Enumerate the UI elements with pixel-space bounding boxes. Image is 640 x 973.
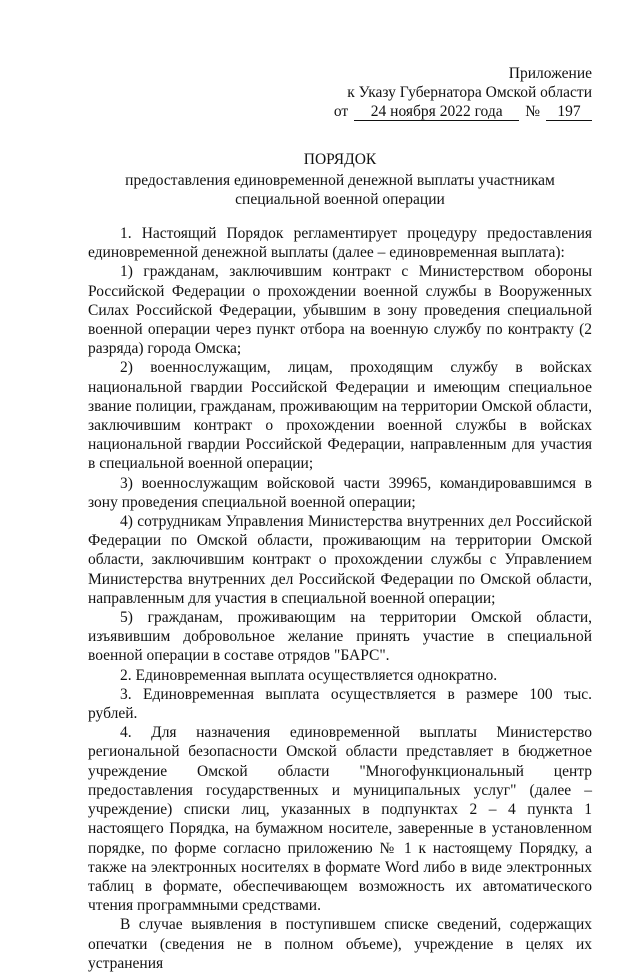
decree-date-number xyxy=(334,102,592,121)
paragraph-1-2: 2) военнослужащим, лицам, проходящим службу в войсках национальной гвардии Российской Федерации и имеющим специальное звание полиции, гражданам, проживающим на территории Омской области, заключившим контракт о прохождении военной службы в войсках национальной гвардии Российской Федерации, направленным для участия в специальной военной операции; xyxy=(88,359,592,473)
document-body xyxy=(88,224,592,973)
decree-date: 24 ноября 2022 года xyxy=(354,103,519,121)
title-subtitle-line2: специальной военной операции xyxy=(235,191,445,208)
document-title xyxy=(88,150,592,209)
number-sign: № xyxy=(525,103,540,120)
appendix-header xyxy=(334,64,592,121)
paragraph-1-1: 1) гражданам, заключившим контракт с Министерством обороны Российской Федерации о прохождении военной службы в Вооруженных Силах Российской Федерации, убывшим в зону проведения специальной военной операции через пункт отбора на военную службу по контракту (2 разряда) города Омска; xyxy=(88,263,592,358)
paragraph-2: 2. Единовременная выплата осуществляется однократно. xyxy=(120,666,498,684)
appendix-label: Приложение xyxy=(508,65,592,82)
paragraph-4-continued: В случае выявления в поступившем списке сведений, содержащих опечатки (сведения не в полном объеме), учреждение в целях их устранения xyxy=(88,916,592,972)
decree-reference: к Указу Губернатора Омской области xyxy=(347,84,592,101)
paragraph-1: 1. Настоящий Порядок регламентирует процедуру предоставления единовременной денежной выплаты (далее – единовременная выплата): xyxy=(88,225,592,262)
title-subtitle-line1: предоставления единовременной денежной выплаты участникам xyxy=(125,172,555,189)
paragraph-1-4: 4) сотрудникам Управления Министерства внутренних дел Российской Федерации по Омской области, проживающим на территории Омской области, заключившим контракт о прохождении службы с Управлением Министерства внутренних дел Российской Федерации по Омской области, направленным для участия в специальной военной операции; xyxy=(88,513,592,607)
paragraph-4: 4. Для назначения единовременной выплаты Министерство региональной безопасности Омской области представляет в бюджетное учреждение Омской области "Многофункциональный центр предоставления государственных и муниципальных услуг" (далее – учреждение) списки лиц, указанных в подпунктах 2 – 4 пункта 1 настоящего Порядка, на бумажном носителе, заверенные в установленном порядке, по форме согласно приложению № 1 к настоящему Порядку, а также на электронных носителях в формате Word либо в виде электронных таблиц в формате, обеспечивающем возможность их автоматического чтения программными средствами. xyxy=(88,724,592,915)
paragraph-3: 3. Единовременная выплата осуществляется в размере 100 тыс. рублей. xyxy=(88,685,592,723)
from-label: от xyxy=(333,103,349,120)
paragraph-1-3: 3) военнослужащим войсковой части 39965, командировавшимся в зону проведения специальной военной операции; xyxy=(88,474,592,511)
paragraph-1-5: 5) гражданам, проживающим на территории Омской области, изъявившим добровольное желание принять участие в специальной военной операции в составе отрядов "БАРС". xyxy=(88,609,592,665)
decree-number: 197 xyxy=(546,103,592,121)
title-heading: ПОРЯДОК xyxy=(303,151,377,168)
